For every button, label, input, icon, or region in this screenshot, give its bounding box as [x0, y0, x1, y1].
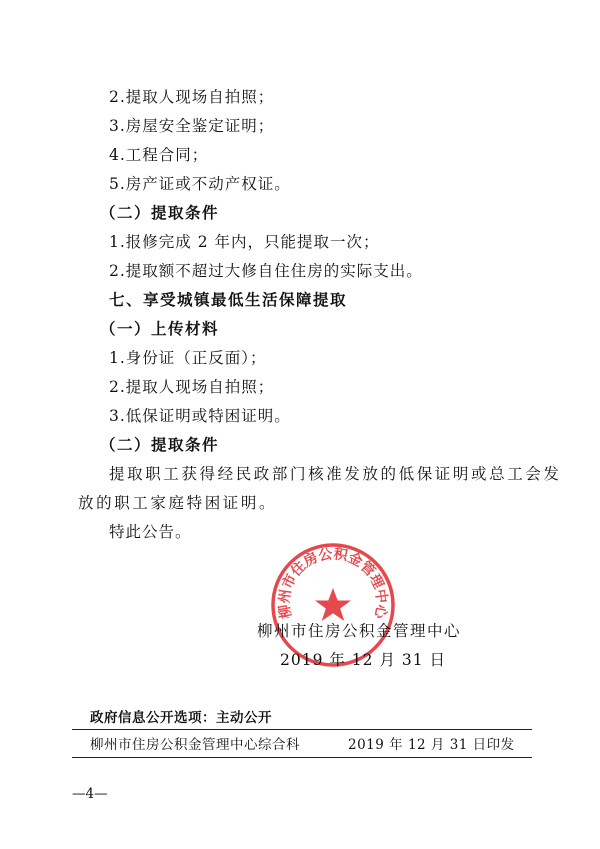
- section-heading: （二）提取条件: [100, 204, 220, 222]
- divider: [72, 757, 532, 758]
- list-item: 1.报修完成 2 年内，只能提取一次；: [109, 233, 380, 251]
- section-heading: （二）提取条件: [100, 436, 220, 454]
- chapter-heading: 七、享受城镇最低生活保障提取: [109, 291, 348, 309]
- list-item: 2.提取额不超过大修自住住房的实际支出。: [109, 262, 423, 280]
- disclosure-option: 政府信息公开选项：主动公开: [90, 710, 272, 726]
- list-item: 2.提取人现场自拍照；: [109, 88, 275, 106]
- list-item: 5.房产证或不动产权证。: [109, 175, 291, 193]
- list-item: 4.工程合同；: [109, 146, 209, 164]
- page-number: —4—: [72, 786, 108, 802]
- svg-text:柳州市住房公积金管理中心: 柳州市住房公积金管理中心: [276, 546, 390, 620]
- closing-line: 特此公告。: [109, 523, 192, 541]
- signature-org: 柳州市住房公积金管理中心: [257, 622, 462, 640]
- issue-date: 2019 年 12 月 31 日印发: [348, 737, 515, 753]
- paragraph-line: 放的职工家庭特困证明。: [78, 494, 278, 512]
- seal-star-icon: [315, 588, 351, 621]
- divider: [72, 729, 532, 730]
- signature-date: 2019 年 12 月 31 日: [280, 651, 447, 669]
- issuer: 柳州市住房公积金管理中心综合科: [90, 737, 300, 753]
- list-item: 3.低保证明或特困证明。: [109, 407, 291, 425]
- list-item: 2.提取人现场自拍照；: [109, 378, 275, 396]
- list-item: 3.房屋安全鉴定证明；: [109, 117, 275, 135]
- paragraph-line: 提取职工获得经民政部门核准发放的低保证明或总工会发: [109, 465, 562, 483]
- list-item: 1.身份证（正反面）；: [109, 349, 267, 367]
- section-heading: （一）上传材料: [100, 320, 220, 338]
